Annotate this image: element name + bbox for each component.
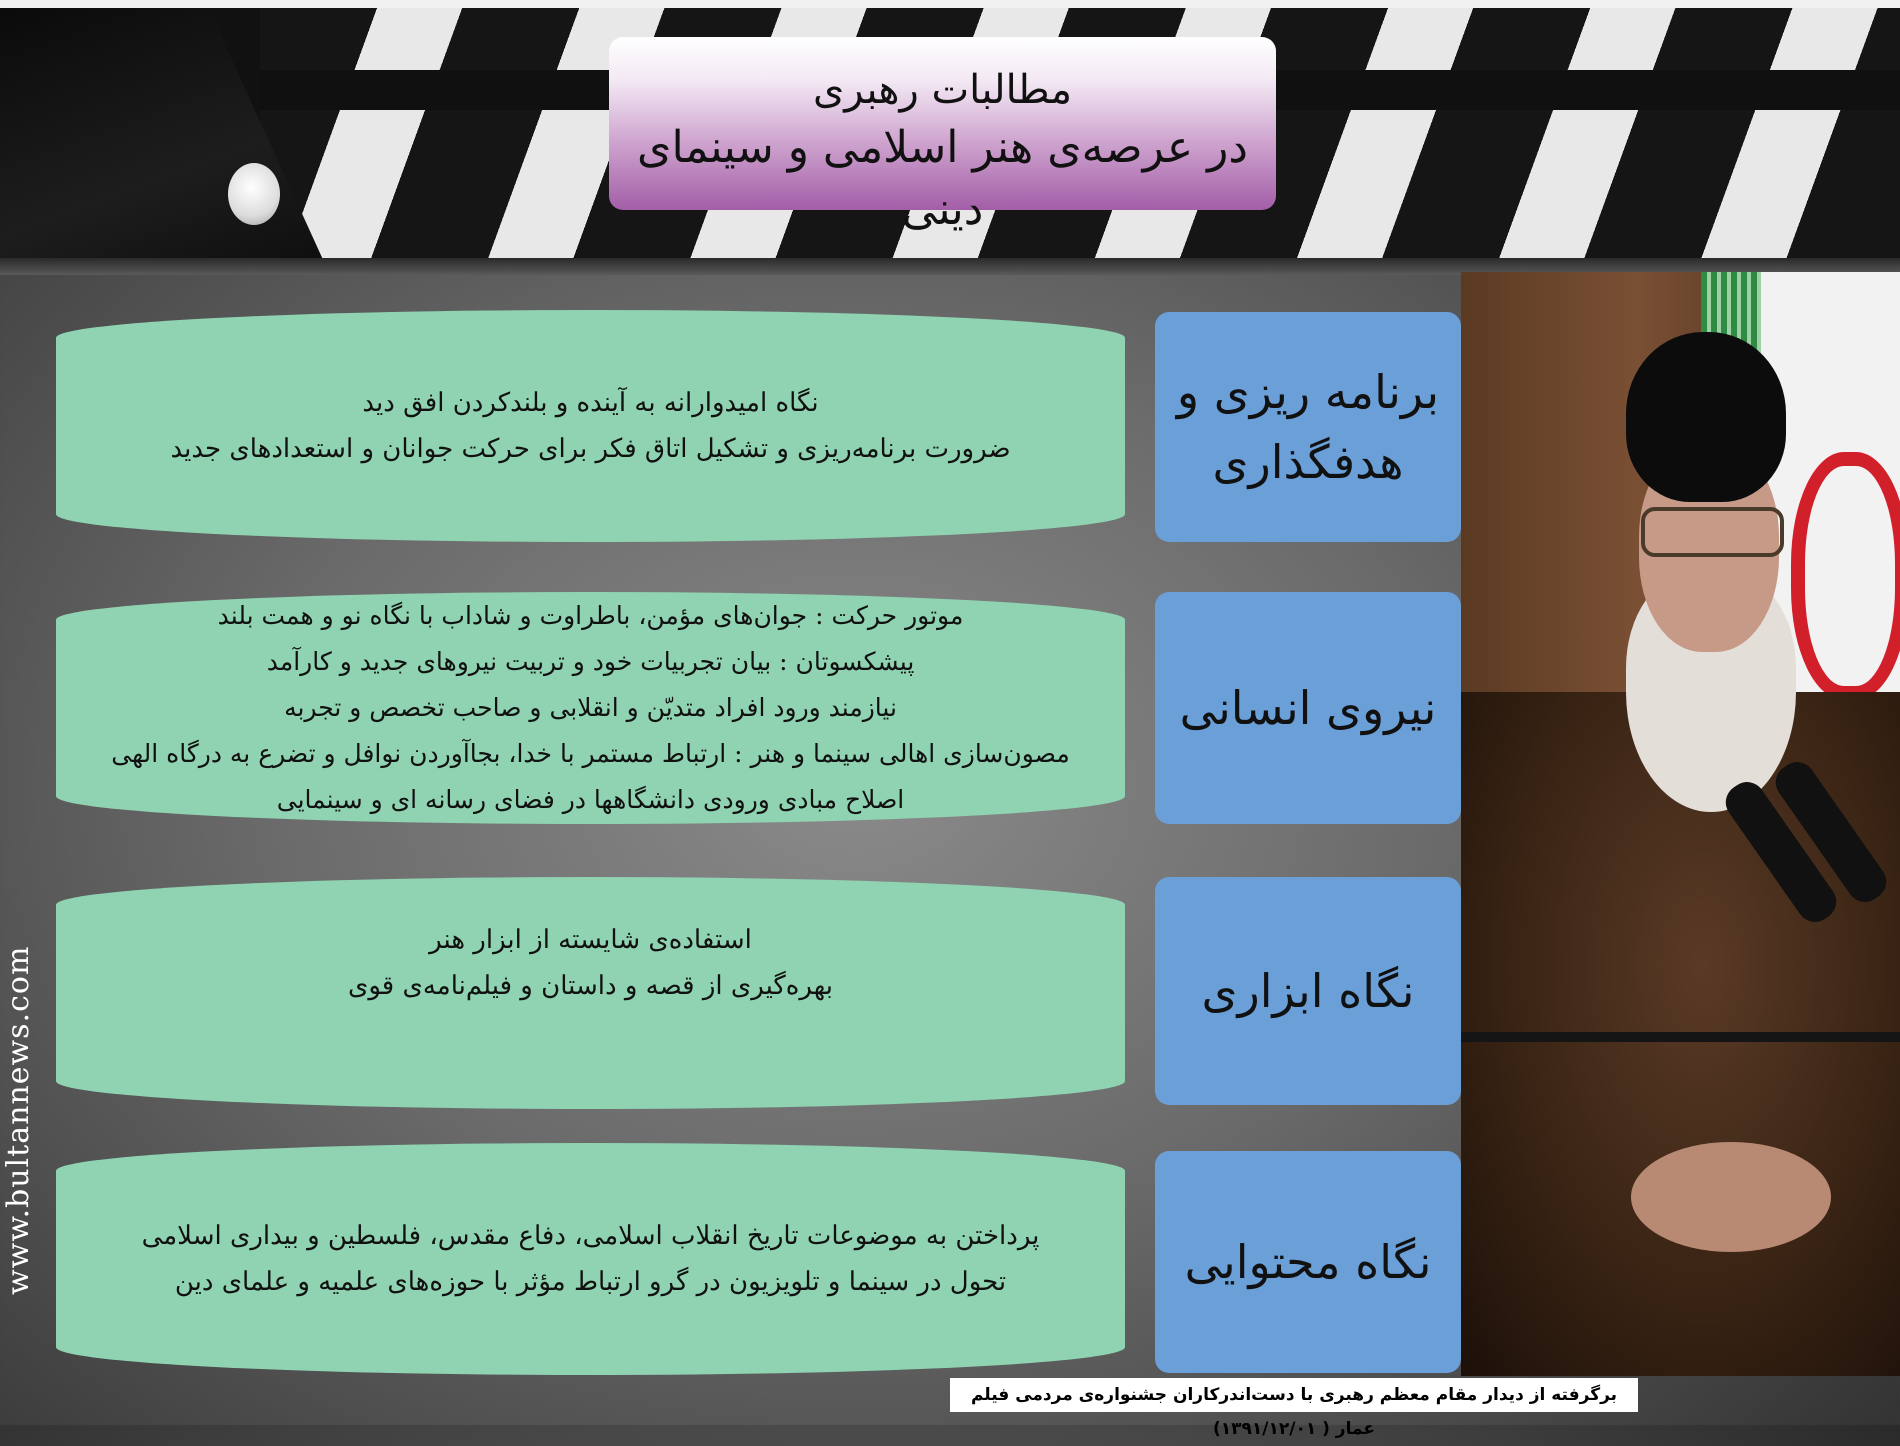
- flag-emblem-icon: [1791, 452, 1900, 700]
- glasses-icon: [1641, 507, 1784, 557]
- leader-portrait-image: [1461, 272, 1900, 1376]
- content-line: نگاه امیدوارانه به آینده و بلندکردن افق دید: [362, 388, 819, 418]
- title-line-2: در عرصه‌ی هنر اسلامی و سینمای دینی: [637, 122, 1248, 235]
- content-line: تحول در سینما و تلویزیون در گرو ارتباط مؤثر با حوزه‌های علمیه و علمای دین: [174, 1267, 1007, 1297]
- turban: [1626, 332, 1786, 502]
- content-line: پرداختن به موضوعات تاریخ انقلاب اسلامی، دفاع مقدس، فلسطین و بیداری اسلامی: [141, 1221, 1040, 1251]
- source-note: برگرفته از دیدار مقام معظم رهبری با دست‌اندرکاران جشنواره‌ی مردمی فیلم عمار ( ۱۳۹۱/۱۲/۰۱): [950, 1378, 1638, 1412]
- content-line: استفاده‌ی شایسته از ابزار هنر: [429, 925, 752, 955]
- content-line: نیازمند ورود افراد متدیّن و انقلابی و صاحب تخصص و تجربه: [284, 693, 897, 722]
- content-line: اصلاح مبادی ورودی دانشگاهها در فضای رسانه ای و سینمایی: [276, 785, 905, 814]
- page-title: [609, 37, 1276, 235]
- content-line: ضرورت برنامه‌ریزی و تشکیل اتاق فکر برای حرکت جوانان و استعدادهای جدید: [170, 434, 1011, 464]
- content-line: موتور حرکت : جوان‌های مؤمن، باطراوت و شاداب با نگاه نو و همت بلند: [217, 601, 964, 630]
- section-instrumental-content: [56, 877, 1125, 1109]
- section-content-view-content: [56, 1143, 1125, 1375]
- section-instrumental-label: نگاه ابزاری: [1155, 877, 1461, 1105]
- microphone-stand: [1461, 1032, 1900, 1042]
- section-human-resources-content: [56, 592, 1125, 824]
- content-line: بهره‌گیری از قصه و داستان و فیلم‌نامه‌ی قوی: [348, 971, 833, 1001]
- section-content-view-label: نگاه محتوایی: [1155, 1151, 1461, 1373]
- content-line: مصون‌سازی اهالی سینما و هنر : ارتباط مستمر با خدا، بجاآوردن نوافل و تضرع به درگاه الهی: [111, 739, 1070, 768]
- hands: [1631, 1142, 1831, 1252]
- content-line: پیشکسوتان : بیان تجربیات خود و تربیت نیروهای جدید و کارآمد: [266, 647, 915, 676]
- section-planning-content: [56, 310, 1125, 542]
- title-line-1: مطالبات رهبری: [812, 67, 1073, 113]
- watermark: www.bultannews.com: [1, 945, 36, 1295]
- section-planning-label: برنامه ریزی و هدفگذاری: [1155, 312, 1461, 542]
- clapper-hole-icon: [228, 163, 280, 225]
- section-human-resources-label: نیروی انسانی: [1155, 592, 1461, 824]
